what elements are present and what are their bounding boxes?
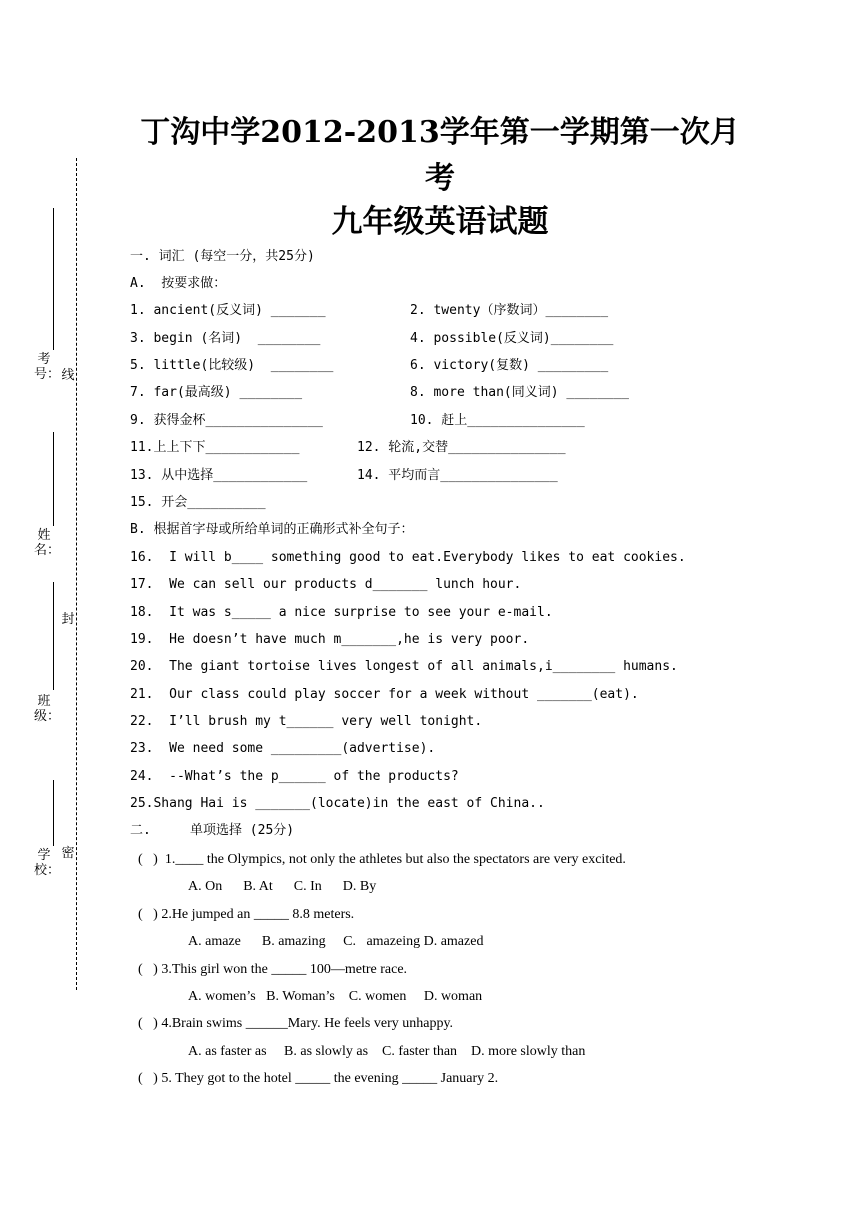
exam-number-field-line: [53, 208, 54, 350]
mc-question-options: A. women’s B. Woman’s C. women D. woman: [188, 989, 483, 1004]
vocab-item: 13. 从中选择____________: [130, 468, 308, 483]
school-field-line: [53, 780, 54, 846]
vocab-item: 2. twenty（序数词）________: [410, 303, 609, 318]
vocab-item: 9. 获得金杯_______________: [130, 413, 323, 428]
exam-title-line1: 丁沟中学2012-2013学年第一学期第一次月: [140, 115, 740, 150]
sentence-item: 24. --What’s the p______ of the products?: [130, 769, 459, 784]
name-field-line: [53, 432, 54, 526]
binding-char-mi: 密: [61, 846, 75, 861]
mc-question-stem: ( ) 4.Brain swims ______Mary. He feels very unhappy.: [138, 1016, 454, 1031]
section-2-heading: 二. 单项选择 (25分): [130, 823, 295, 838]
vocab-item: 5. little(比较级) ________: [130, 358, 334, 373]
sentence-item: 19. He doesn’t have much m_______,he is very poor.: [130, 632, 530, 647]
vocab-item: 7. far(最高级) ________: [130, 385, 303, 400]
sentence-item: 21. Our class could play soccer for a week without _______(eat).: [130, 687, 639, 702]
vocab-item: 3. begin (名词) ________: [130, 331, 321, 346]
sentence-item: 20. The giant tortoise lives longest of all animals,i________ humans.: [130, 659, 678, 674]
exam-number-label: 考号：: [34, 352, 61, 382]
binding-dashed-line: [76, 158, 77, 990]
vocab-item: 8. more than(同义词) ________: [410, 385, 630, 400]
name-label: 姓名：: [34, 528, 61, 558]
exam-title-line2: 考: [425, 161, 455, 196]
exam-subtitle: 九年级英语试题: [331, 204, 549, 240]
class-label: 班级：: [34, 694, 61, 724]
section-1a-heading: A. 按要求做：: [130, 276, 227, 291]
mc-question-stem: ( ) 3.This girl won the _____ 100—metre race.: [138, 962, 408, 977]
mc-question-options: A. On B. At C. In D. By: [188, 879, 377, 894]
vocab-item: 15. 开会__________: [130, 495, 266, 510]
sentence-item: 16. I will b____ something good to eat.Everybody likes to eat cookies.: [130, 550, 686, 565]
sentence-item: 18. It was s_____ a nice surprise to see your e-mail.: [130, 605, 553, 620]
class-field-line: [53, 582, 54, 690]
school-label: 学校：: [34, 848, 61, 878]
mc-question-stem: ( ) 5. They got to the hotel _____ the evening _____ January 2.: [138, 1071, 499, 1086]
sentence-item: 25.Shang Hai is _______(locate)in the east of China..: [130, 796, 545, 811]
sentence-item: 17. We can sell our products d_______ lunch hour.: [130, 577, 522, 592]
binding-char-xian: 线: [61, 368, 75, 383]
binding-char-feng: 封: [61, 612, 75, 627]
vocab-item: 14. 平均而言_______________: [357, 468, 558, 483]
sentence-item: 23. We need some _________(advertise).: [130, 741, 436, 756]
vocab-item: 1. ancient(反义词) _______: [130, 303, 326, 318]
section-1b-heading: B. 根据首字母或所给单词的正确形式补全句子：: [130, 522, 414, 537]
vocab-item: 12. 轮流,交替_______________: [357, 440, 566, 455]
vocab-item: 11.上上下下____________: [130, 440, 300, 455]
mc-question-stem: ( ) 1.____ the Olympics, not only the athletes but also the spectators are very excited.: [138, 852, 626, 867]
vocab-item: 6. victory(复数) _________: [410, 358, 609, 373]
mc-question-stem: ( ) 2.He jumped an _____ 8.8 meters.: [138, 907, 355, 922]
sentence-item: 22. I’ll brush my t______ very well tonight.: [130, 714, 483, 729]
vocab-item: 10. 赶上_______________: [410, 413, 585, 428]
mc-question-options: A. amaze B. amazing C. amazeing D. amazed: [188, 934, 484, 949]
vocab-item: 4. possible(反义词)________: [410, 331, 614, 346]
section-1-heading: 一. 词汇 (每空一分，共25分): [130, 249, 315, 264]
mc-question-options: A. as faster as B. as slowly as C. faster than D. more slowly than: [188, 1044, 586, 1059]
